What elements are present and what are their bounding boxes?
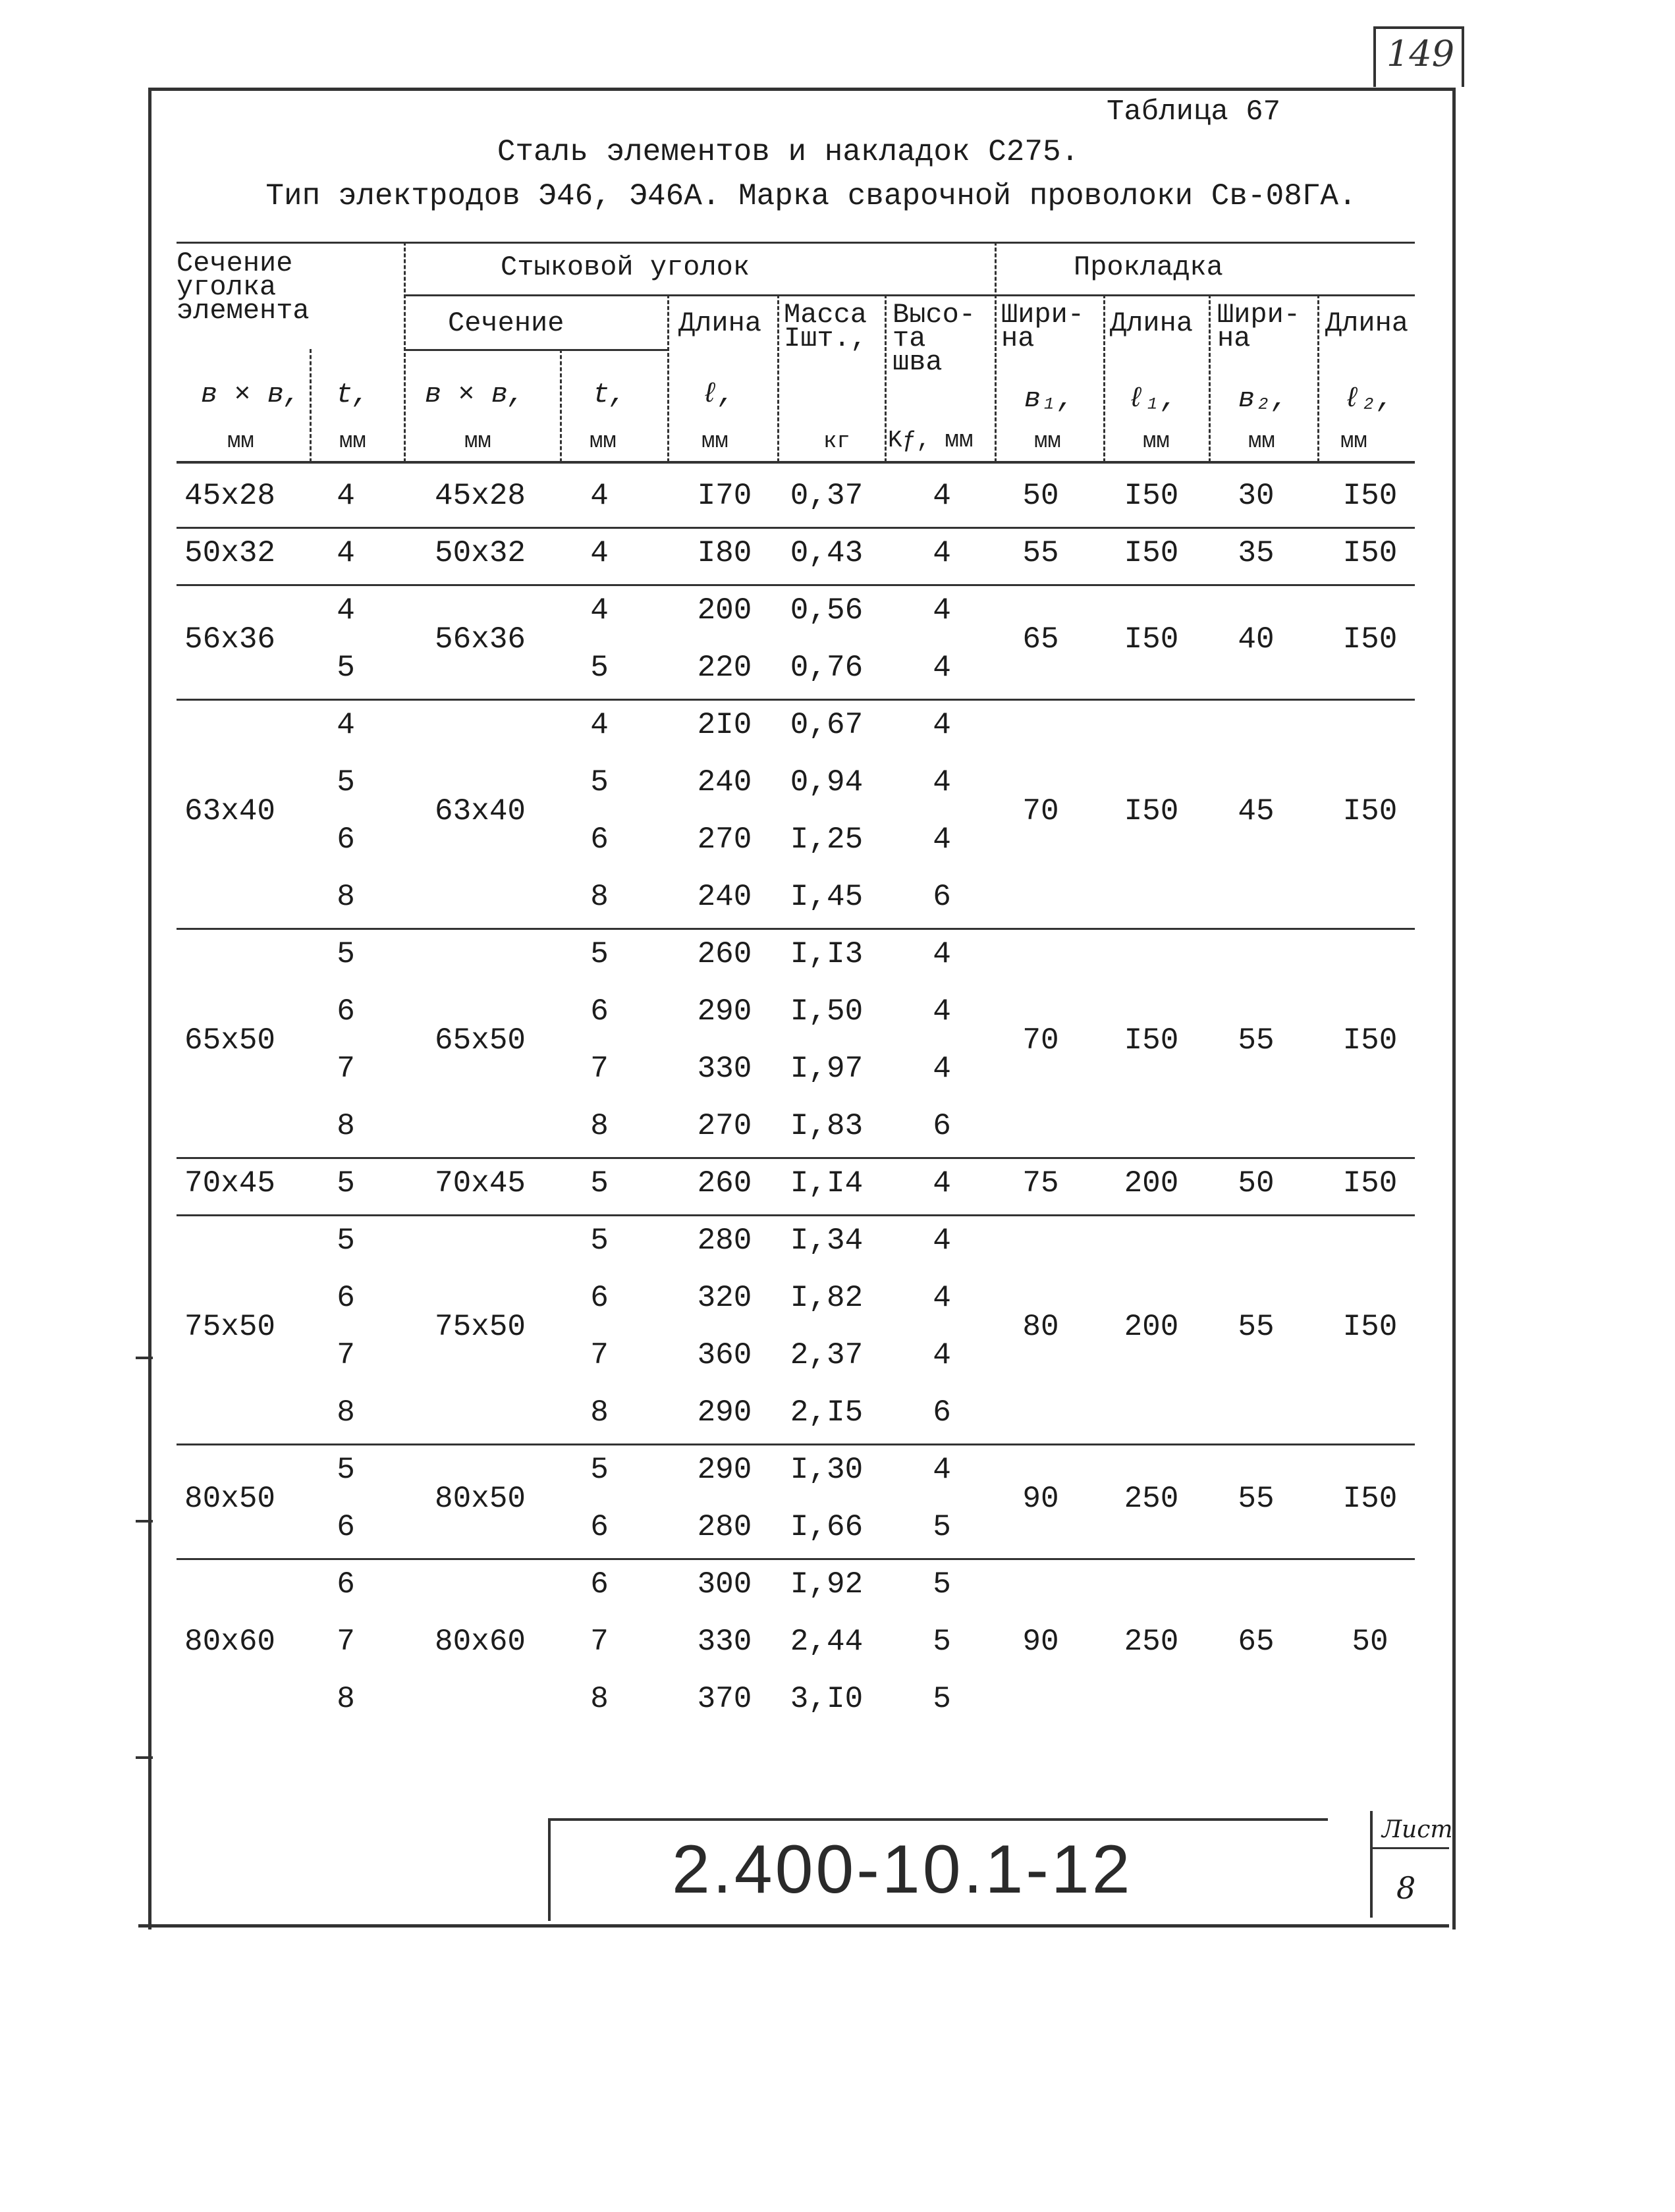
element-thickness-value: 8 <box>337 1682 355 1716</box>
angle-thickness-value: 4 <box>590 593 609 628</box>
header-length2: Длина <box>1325 308 1409 339</box>
weld-height-value: 6 <box>933 1395 951 1430</box>
element-thickness-value: 6 <box>337 1510 355 1544</box>
angle-mass-value: I,I3 <box>790 937 864 971</box>
header-element-section: Сечение уголка элемента <box>177 248 310 327</box>
angle-thickness-value: 8 <box>590 1395 609 1430</box>
element-section-value: 65x50 <box>184 1023 276 1058</box>
angle-thickness-value: 7 <box>590 1052 609 1086</box>
gasket-width2-value: 45 <box>1238 794 1275 828</box>
angle-thickness-value: 5 <box>590 651 609 685</box>
angle-mass-value: I,I4 <box>790 1166 864 1200</box>
unit-mm: мм <box>590 429 617 454</box>
angle-length-value: 300 <box>697 1567 752 1602</box>
header-width1: Шири- на <box>1001 299 1085 354</box>
header-gasket: Прокладка <box>1074 252 1223 283</box>
unit-mm: мм <box>701 429 728 454</box>
element-section-value: 45x28 <box>184 479 276 513</box>
sheet-number: 8 <box>1396 1870 1416 1906</box>
element-thickness-value: 5 <box>337 937 355 971</box>
group-separator <box>177 527 1415 529</box>
element-thickness-value: 8 <box>337 1395 355 1430</box>
element-thickness-value: 6 <box>337 1567 355 1602</box>
weld-height-value: 4 <box>933 1338 951 1372</box>
angle-thickness-value: 5 <box>590 1224 609 1258</box>
group-separator <box>177 1558 1415 1560</box>
angle-length-value: 220 <box>697 651 752 685</box>
angle-mass-value: 0,94 <box>790 765 864 799</box>
element-thickness-value: 4 <box>337 479 355 513</box>
angle-length-value: 240 <box>697 880 752 914</box>
angle-thickness-value: 6 <box>590 1510 609 1544</box>
frame-bottom-line <box>138 1924 1449 1928</box>
angle-thickness-value: 7 <box>590 1625 609 1659</box>
symbol-kf: Kƒ, мм <box>888 427 974 454</box>
group-separator <box>177 1443 1415 1445</box>
weld-height-value: 4 <box>933 651 951 685</box>
angle-mass-value: I,66 <box>790 1510 864 1544</box>
element-thickness-value: 7 <box>337 1625 355 1659</box>
header-butt-angle: Стыковой уголок <box>501 252 750 283</box>
symbol-l2: ℓ₂, <box>1344 383 1394 415</box>
angle-mass-value: I,25 <box>790 823 864 857</box>
sheet-label: Лист <box>1382 1816 1453 1843</box>
group-separator <box>177 584 1415 586</box>
element-thickness-value: 6 <box>337 1281 355 1315</box>
col-divider <box>560 349 562 462</box>
col-divider <box>777 294 779 462</box>
gasket-width1-value: 70 <box>1022 794 1059 828</box>
gasket-width2-value: 55 <box>1238 1309 1275 1344</box>
weld-height-value: 4 <box>933 1224 951 1258</box>
unit-kg: кг <box>823 429 850 454</box>
gasket-length1-value: 250 <box>1124 1625 1179 1659</box>
angle-section-value: 63x40 <box>435 794 526 828</box>
weld-height-value: 4 <box>933 1453 951 1487</box>
angle-length-value: 320 <box>697 1281 752 1315</box>
weld-height-value: 5 <box>933 1510 951 1544</box>
angle-thickness-value: 8 <box>590 1109 609 1143</box>
element-thickness-value: 5 <box>337 1224 355 1258</box>
gasket-width2-value: 35 <box>1238 536 1275 570</box>
table-top-rule <box>177 242 1415 244</box>
gasket-length1-value: 250 <box>1124 1481 1179 1516</box>
header-mass: Масса Iшт., <box>784 299 867 354</box>
angle-length-value: I80 <box>697 536 752 570</box>
symbol-l1: ℓ₁, <box>1128 383 1178 415</box>
gasket-width1-value: 80 <box>1022 1309 1059 1344</box>
margin-tick <box>136 1357 153 1359</box>
angle-mass-value: I,34 <box>790 1224 864 1258</box>
gasket-length1-value: I50 <box>1124 622 1179 657</box>
angle-length-value: 260 <box>697 1166 752 1200</box>
angle-mass-value: 3,I0 <box>790 1682 864 1716</box>
element-section-value: 56x36 <box>184 622 276 657</box>
weld-height-value: 5 <box>933 1567 951 1602</box>
angle-length-value: 290 <box>697 1453 752 1487</box>
gasket-length2-value: I50 <box>1342 1023 1398 1058</box>
element-section-value: 75x50 <box>184 1309 276 1344</box>
element-section-value: 63x40 <box>184 794 276 828</box>
angle-length-value: I70 <box>697 479 752 513</box>
angle-length-value: 290 <box>697 994 752 1029</box>
col-divider <box>1209 294 1211 462</box>
element-thickness-value: 6 <box>337 823 355 857</box>
sheet-separator <box>1370 1847 1449 1849</box>
gasket-width1-value: 50 <box>1022 479 1059 513</box>
col-divider <box>1317 294 1319 462</box>
unit-mm: мм <box>464 429 491 454</box>
angle-thickness-value: 5 <box>590 765 609 799</box>
element-section-value: 80x50 <box>184 1481 276 1516</box>
angle-length-value: 330 <box>697 1052 752 1086</box>
symbol-b1: в₁, <box>1024 383 1074 415</box>
gasket-length2-value: I50 <box>1342 1481 1398 1516</box>
gasket-length2-value: I50 <box>1342 1309 1398 1344</box>
gasket-width2-value: 30 <box>1238 479 1275 513</box>
gasket-length1-value: I50 <box>1124 1023 1179 1058</box>
gasket-length1-value: I50 <box>1124 794 1179 828</box>
margin-tick <box>136 1520 153 1523</box>
gasket-width1-value: 70 <box>1022 1023 1059 1058</box>
table-label: Таблица 67 <box>1107 95 1281 128</box>
weld-height-value: 4 <box>933 765 951 799</box>
weld-height-value: 4 <box>933 1052 951 1086</box>
element-section-value: 80x60 <box>184 1625 276 1659</box>
header-length1: Длина <box>1110 308 1194 339</box>
gasket-length1-value: 200 <box>1124 1309 1179 1344</box>
angle-thickness-value: 6 <box>590 1567 609 1602</box>
angle-mass-value: 2,44 <box>790 1625 864 1659</box>
section-sub-rule <box>404 349 667 351</box>
angle-length-value: 240 <box>697 765 752 799</box>
gasket-width2-value: 50 <box>1238 1166 1275 1200</box>
unit-mm: мм <box>1248 429 1275 454</box>
page-number: 149 <box>1387 33 1455 74</box>
angle-mass-value: I,92 <box>790 1567 864 1602</box>
angle-section-value: 75x50 <box>435 1309 526 1344</box>
angle-section-value: 50x32 <box>435 536 526 570</box>
angle-length-value: 330 <box>697 1625 752 1659</box>
angle-section-value: 65x50 <box>435 1023 526 1058</box>
gasket-width2-value: 65 <box>1238 1625 1275 1659</box>
weld-height-value: 4 <box>933 823 951 857</box>
gasket-width1-value: 90 <box>1022 1625 1059 1659</box>
header-section: Сечение <box>448 308 564 339</box>
angle-thickness-value: 7 <box>590 1338 609 1372</box>
gasket-width1-value: 65 <box>1022 622 1059 657</box>
gasket-width1-value: 55 <box>1022 536 1059 570</box>
element-section-value: 70x45 <box>184 1166 276 1200</box>
group-separator <box>177 1157 1415 1159</box>
angle-thickness-value: 8 <box>590 1682 609 1716</box>
document-code: 2.400-10.1-12 <box>672 1831 1133 1908</box>
weld-height-value: 4 <box>933 479 951 513</box>
margin-tick <box>136 1756 153 1759</box>
element-section-value: 50x32 <box>184 536 276 570</box>
unit-mm: мм <box>1034 429 1061 454</box>
col-divider <box>404 242 406 462</box>
weld-height-value: 4 <box>933 1281 951 1315</box>
angle-thickness-value: 6 <box>590 823 609 857</box>
angle-length-value: 280 <box>697 1510 752 1544</box>
element-thickness-value: 4 <box>337 708 355 742</box>
group-separator <box>177 1214 1415 1216</box>
angle-mass-value: I,30 <box>790 1453 864 1487</box>
col-divider <box>667 294 669 462</box>
element-thickness-value: 5 <box>337 651 355 685</box>
element-thickness-value: 4 <box>337 536 355 570</box>
symbol-b2: в₂, <box>1238 383 1288 415</box>
angle-mass-value: I,82 <box>790 1281 864 1315</box>
angle-thickness-value: 5 <box>590 937 609 971</box>
weld-height-value: 4 <box>933 536 951 570</box>
gasket-width1-value: 75 <box>1022 1166 1059 1200</box>
angle-mass-value: 2,37 <box>790 1338 864 1372</box>
unit-mm: мм <box>1143 429 1170 454</box>
angle-length-value: 270 <box>697 823 752 857</box>
angle-length-value: 280 <box>697 1224 752 1258</box>
element-thickness-value: 7 <box>337 1052 355 1086</box>
gasket-length2-value: I50 <box>1342 479 1398 513</box>
symbol-bxb-angle: в × в, <box>425 379 525 410</box>
angle-length-value: 200 <box>697 593 752 628</box>
angle-mass-value: 2,I5 <box>790 1395 864 1430</box>
angle-section-value: 56x36 <box>435 622 526 657</box>
element-thickness-value: 5 <box>337 765 355 799</box>
gasket-length2-value: I50 <box>1342 1166 1398 1200</box>
col-divider <box>310 349 312 462</box>
angle-mass-value: I,83 <box>790 1109 864 1143</box>
gasket-length1-value: I50 <box>1124 479 1179 513</box>
gasket-length2-value: 50 <box>1352 1625 1388 1659</box>
weld-height-value: 4 <box>933 994 951 1029</box>
col-divider <box>1103 294 1105 462</box>
weld-height-value: 5 <box>933 1682 951 1716</box>
header-bottom-rule <box>177 461 1415 464</box>
symbol-t-element: t, <box>336 379 370 410</box>
angle-mass-value: 0,56 <box>790 593 864 628</box>
unit-mm: мм <box>1340 429 1367 454</box>
element-thickness-value: 5 <box>337 1453 355 1487</box>
weld-height-value: 4 <box>933 1166 951 1200</box>
angle-section-value: 80x50 <box>435 1481 526 1516</box>
angle-thickness-value: 8 <box>590 880 609 914</box>
header-length: Длина <box>678 308 762 339</box>
element-thickness-value: 5 <box>337 1166 355 1200</box>
angle-thickness-value: 4 <box>590 536 609 570</box>
angle-thickness-value: 4 <box>590 479 609 513</box>
angle-thickness-value: 6 <box>590 994 609 1029</box>
angle-section-value: 45x28 <box>435 479 526 513</box>
col-divider <box>995 242 997 462</box>
angle-mass-value: I,45 <box>790 880 864 914</box>
angle-length-value: 260 <box>697 937 752 971</box>
angle-mass-value: 0,43 <box>790 536 864 570</box>
header-width2: Шири- на <box>1217 299 1301 354</box>
angle-mass-value: 0,37 <box>790 479 864 513</box>
gasket-length2-value: I50 <box>1342 536 1398 570</box>
element-thickness-value: 8 <box>337 1109 355 1143</box>
weld-height-value: 4 <box>933 593 951 628</box>
angle-length-value: 290 <box>697 1395 752 1430</box>
gasket-length1-value: 200 <box>1124 1166 1179 1200</box>
gasket-width2-value: 55 <box>1238 1023 1275 1058</box>
col-divider <box>885 294 887 462</box>
angle-length-value: 360 <box>697 1338 752 1372</box>
angle-mass-value: I,97 <box>790 1052 864 1086</box>
angle-thickness-value: 5 <box>590 1453 609 1487</box>
angle-length-value: 370 <box>697 1682 752 1716</box>
angle-length-value: 270 <box>697 1109 752 1143</box>
title-steel: Сталь элементов и накладок С275. <box>497 135 1080 169</box>
gasket-width1-value: 90 <box>1022 1481 1059 1516</box>
angle-section-value: 70x45 <box>435 1166 526 1200</box>
symbol-bxb-element: в × в, <box>201 379 301 410</box>
group-separator <box>177 928 1415 930</box>
gasket-width2-value: 40 <box>1238 622 1275 657</box>
group-separator <box>177 699 1415 701</box>
element-thickness-value: 7 <box>337 1338 355 1372</box>
weld-height-value: 4 <box>933 937 951 971</box>
gasket-length2-value: I50 <box>1342 794 1398 828</box>
angle-thickness-value: 4 <box>590 708 609 742</box>
gasket-length2-value: I50 <box>1342 622 1398 657</box>
gasket-width2-value: 55 <box>1238 1481 1275 1516</box>
title-electrodes: Тип электродов Э46, Э46А. Марка сварочной проволоки Св-08ГА. <box>265 179 1357 213</box>
element-thickness-value: 8 <box>337 880 355 914</box>
unit-mm: мм <box>227 429 254 454</box>
element-thickness-value: 4 <box>337 593 355 628</box>
symbol-length: ℓ, <box>701 379 735 410</box>
element-thickness-value: 6 <box>337 994 355 1029</box>
angle-length-value: 2I0 <box>697 708 752 742</box>
angle-thickness-value: 5 <box>590 1166 609 1200</box>
weld-height-value: 6 <box>933 880 951 914</box>
angle-mass-value: 0,76 <box>790 651 864 685</box>
gasket-length1-value: I50 <box>1124 536 1179 570</box>
header-weld-height: Высо- та шва <box>892 299 976 378</box>
unit-mm: мм <box>339 429 366 454</box>
weld-height-value: 6 <box>933 1109 951 1143</box>
header-group-rule <box>404 294 1415 296</box>
angle-mass-value: I,50 <box>790 994 864 1029</box>
angle-mass-value: 0,67 <box>790 708 864 742</box>
angle-thickness-value: 6 <box>590 1281 609 1315</box>
weld-height-value: 4 <box>933 708 951 742</box>
symbol-t-angle: t, <box>593 379 626 410</box>
angle-section-value: 80x60 <box>435 1625 526 1659</box>
weld-height-value: 5 <box>933 1625 951 1659</box>
